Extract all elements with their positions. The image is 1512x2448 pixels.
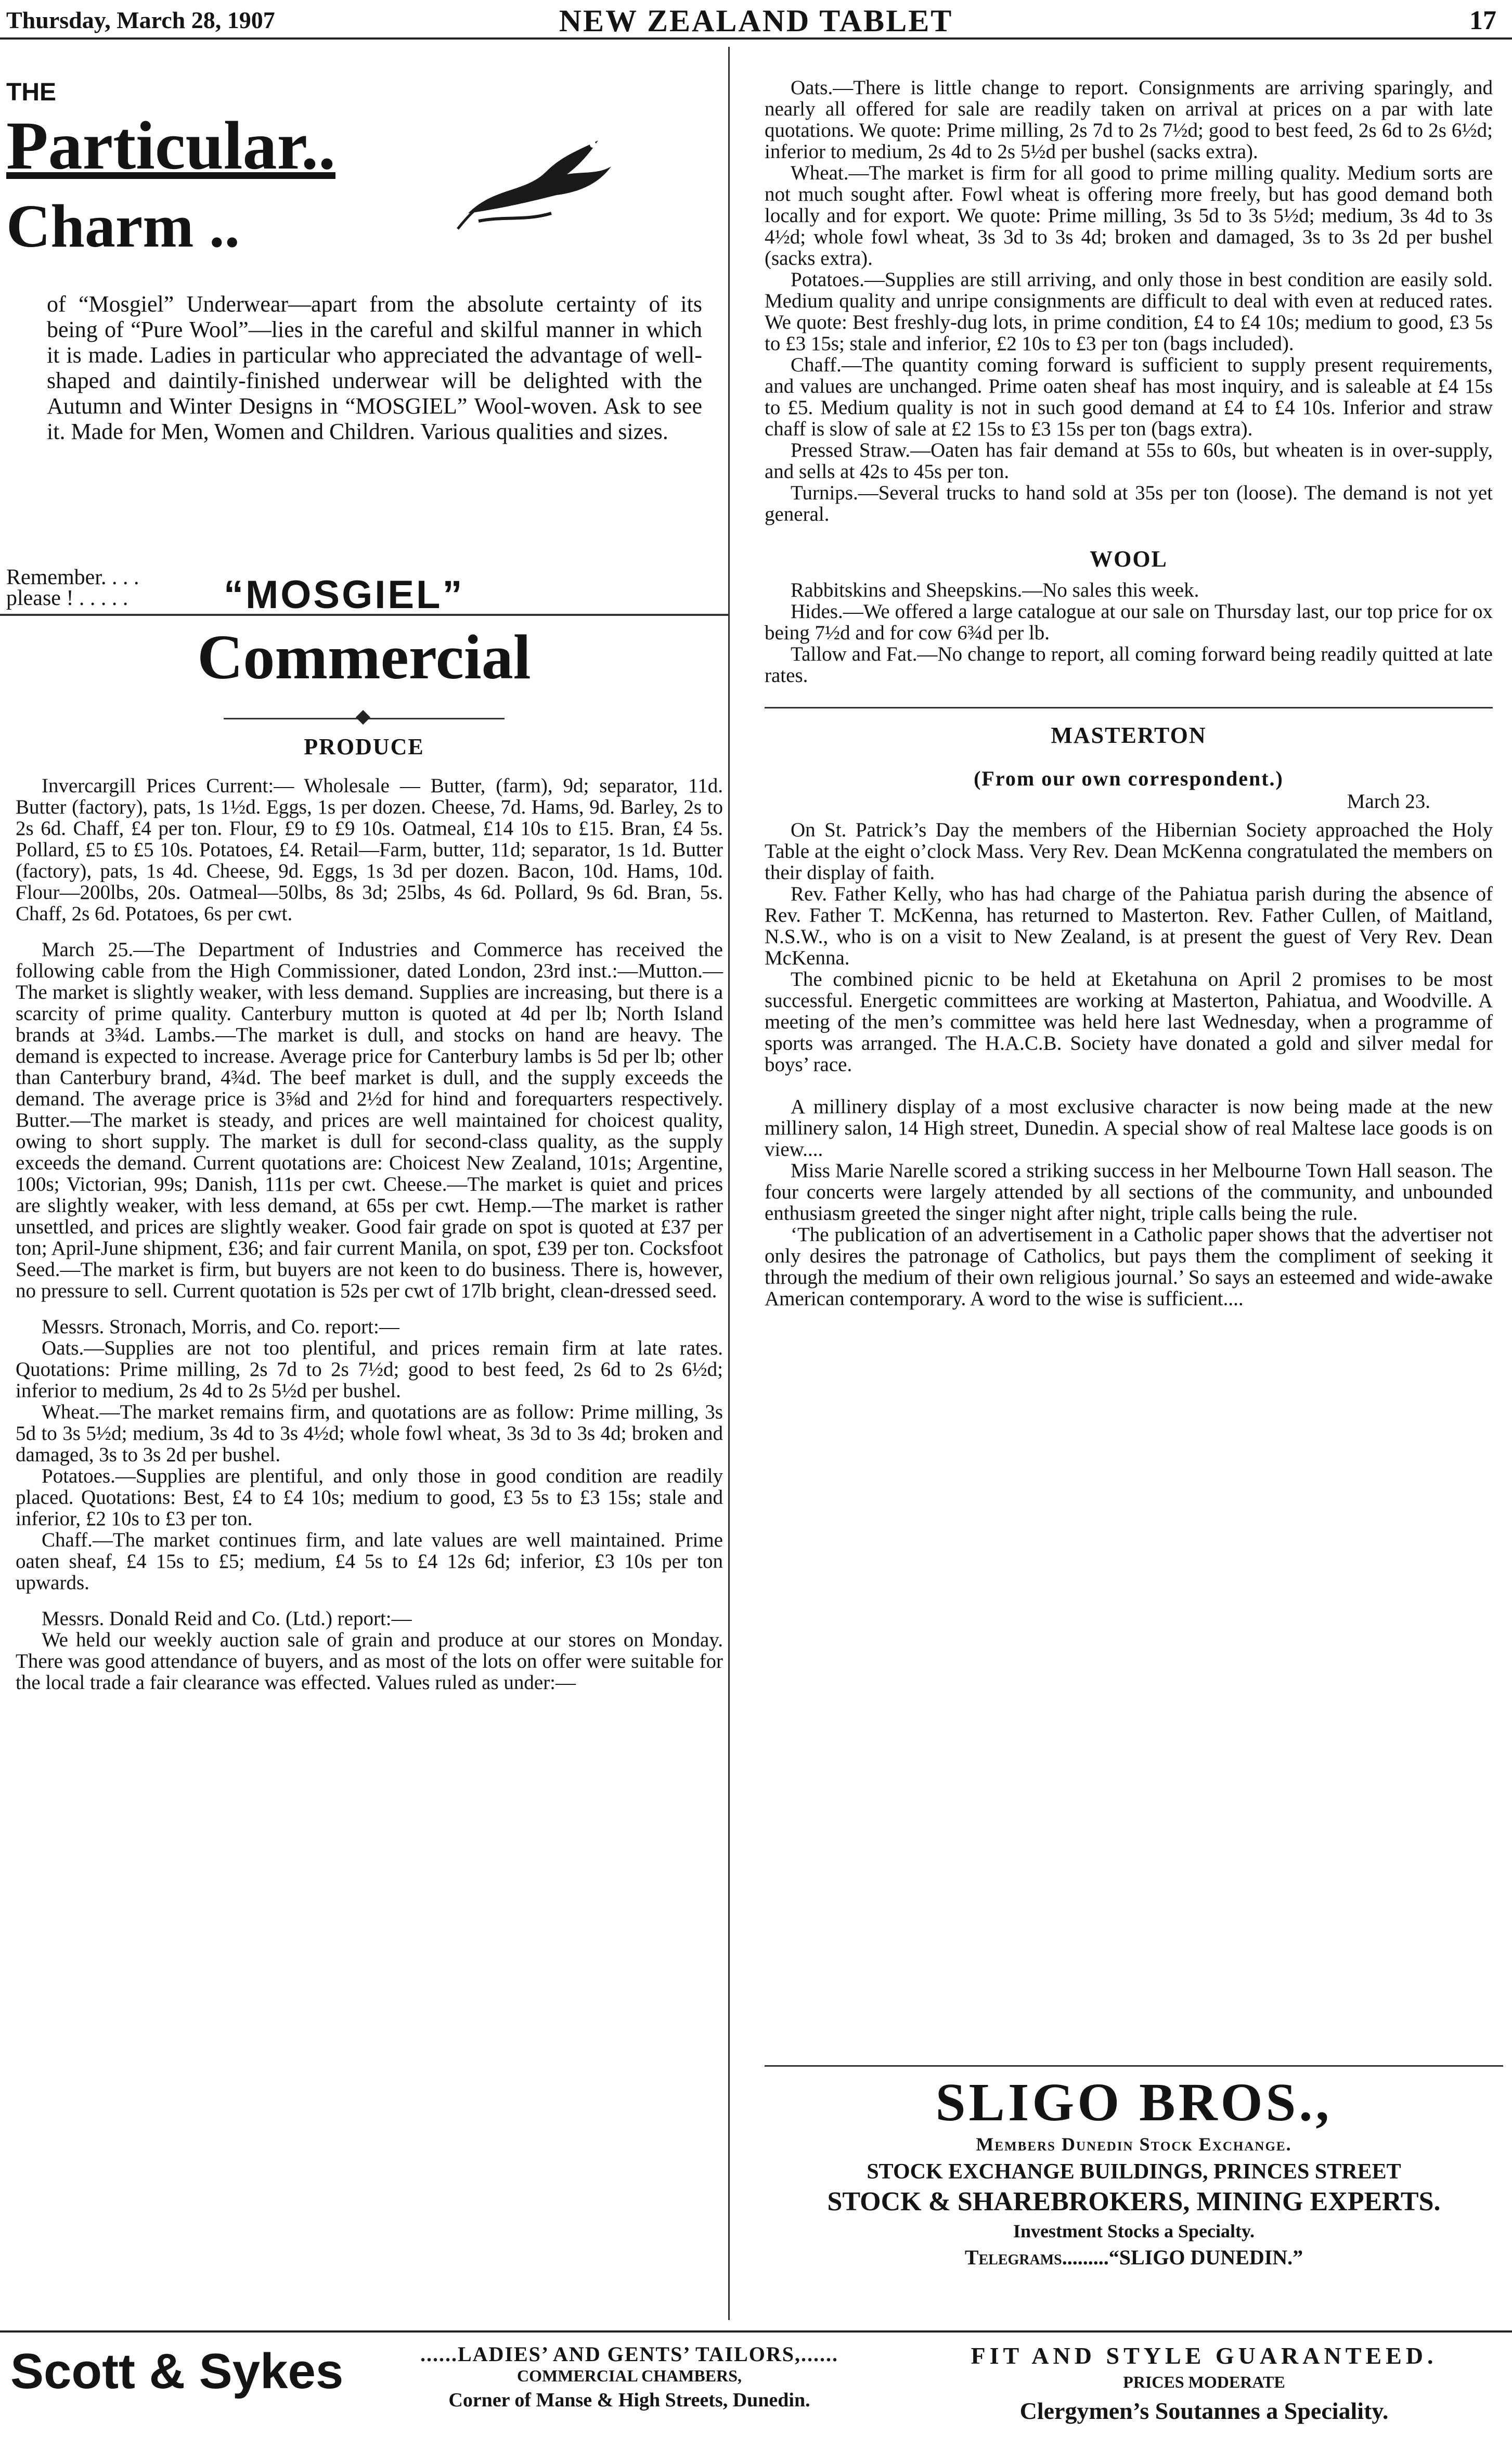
article-paragraph: Rabbitskins and Sheepskins.—No sales this week. <box>791 579 1199 601</box>
sligo-line-4: Investment Stocks a Specialty. <box>1013 2221 1255 2241</box>
scott-sykes-advertisement <box>0 2330 1512 2448</box>
commercial-section-header <box>0 614 728 704</box>
remember-line-1: Remember. . . . <box>6 565 139 589</box>
article-paragraph: Potatoes.—Supplies are still arriving, and only those in best condition are easily sold. Medium quality and unripe consignments are difficult to deal with even at reduced rates. We quote: Best freshly-dug lots, in prime condition, £4 to £4 10s; medium to good, £3 5s to £3 15s; stale and inferior, £2 10s to £3 per ton (bags included). <box>765 268 1493 355</box>
footer-right <box>905 2342 1503 2425</box>
ad-particular-heading: Particular.. <box>6 107 335 184</box>
left-column <box>0 47 730 2320</box>
page-header <box>0 0 1512 40</box>
masthead: NEW ZEALAND TABLET <box>559 4 953 38</box>
diamond-ornament-icon <box>356 710 370 725</box>
article-paragraph: Hides.—We offered a large catalogue at our sale on Thursday last, our top price for ox being 7½d and for cow 6¾d per lb. <box>765 600 1493 644</box>
footer-mid-line-2: COMMERCIAL CHAMBERS, <box>516 2366 742 2385</box>
ad-the: THE <box>6 79 56 106</box>
commercial-title: Commercial <box>197 622 531 692</box>
article-paragraph: We held our weekly auction sale of grain and produce at our stores on Monday. There was good attendance of buyers, and as most of the lots on offer were suitable for the local trade a fair clearance was effected. Values ruled as under:— <box>16 1629 723 1694</box>
right-column <box>765 47 1503 2320</box>
sligo-bros-advertisement <box>765 2065 1503 2311</box>
footer-right-line-2: PRICES MODERATE <box>1123 2373 1285 2391</box>
article-paragraph: March 25.—The Department of Industries and Commerce has received the following cable from the High Commissioner, dated London, 23rd inst.:—Mutton.—The market is slightly weaker, with less demand. Supplies are increasing, but there is a scarcity of prime quality. Canterbury mutton is quoted at 4d per lb; North Island brands at 3¾d. Lambs.—The market is dull, and stocks on hand are heavy. The demand is expected to increase. Average price for Canterbury lambs is 5d per lb; other than Canterbury brand, 4¾d. The beef market is dull, and the supply exceeds the demand. The average price is 3⅝d and 2½d for hind and forequarters respectively. Butter.—The market is steady, and prices are well maintained for choicest quality, owing to short supply. The market is dull for second-class quality, as the supply exceeds the demand. Current quotations are: Choicest New Zealand, 101s; Argentine, 100s; Victorian, 99s; Danish, 111s per cwt. Cheese.—The market is quiet and prices are slightly weaker, with less demand, at 65s per cwt. Hemp.—The market is rather unsettled, and prices are slightly weaker. Good fair grade on spot is quoted at £37 per ton; April-June shipment, £36; and fair current Manila, on spot, £39 per ton. Cocksfoot Seed.—The market is firm, but buyers are not keen to do business. There is, however, no pressure to sell. Current quotation is 52s per cwt of 17lb bright, clean-dressed seed. <box>16 938 723 1302</box>
masterton-date: March 23. <box>1347 790 1430 813</box>
page-number: 17 <box>1469 6 1496 35</box>
sligo-name: SLIGO BROS., <box>935 2072 1333 2132</box>
ad-body-text: of “Mosgiel” Underwear—apart from the absolute certainty of its being of “Pure Wool”—lies in the careful and skilful manner in which it is made. Ladies in particular who appreciated the advantage of well-shaped and daintily-finished underwear will be delighted with the Autumn and Winter Designs in “MOSGIEL” Wool-woven. Ask to see it. Made for Men, Women and Children. Various qualities and sizes. <box>47 291 702 444</box>
sligo-line-2: STOCK EXCHANGE BUILDINGS, PRINCES STREET <box>867 2160 1401 2184</box>
article-paragraph: Chaff.—The market continues firm, and late values are well maintained. Prime oaten sheaf, £4 15s to £5; medium, £4 5s to £4 12s 6d; inferior, £3 10s per ton upwards. <box>16 1529 723 1594</box>
article-paragraph: Messrs. Donald Reid and Co. (Ltd.) report:— <box>42 1607 412 1630</box>
remember-line-2: please ! . . . . . <box>6 586 128 610</box>
market-report <box>765 77 1493 1309</box>
masterton-heading: MASTERTON <box>1051 723 1207 748</box>
wool-heading: WOOL <box>1090 546 1168 572</box>
sligo-line-1: Members Dunedin Stock Exchange. <box>976 2134 1292 2155</box>
sligo-line-3: STOCK & SHAREBROKERS, MINING EXPERTS. <box>827 2187 1441 2217</box>
footer-right-line-1: FIT AND STYLE GUARANTEED. <box>971 2342 1438 2369</box>
commercial-articles <box>16 775 723 1693</box>
bird-ornament-icon <box>447 109 619 239</box>
article-paragraph: Miss Marie Narelle scored a striking success in her Melbourne Town Hall season. The four concerts were largely attended by all sections of the community, and unbounded enthusiasm greeted the singer night after night, triple calls being the rule. <box>765 1159 1493 1225</box>
article-paragraph: Chaff.—The quantity coming forward is sufficient to supply present requirements, and values are unchanged. Prime oaten sheaf has most inquiry, and is saleable at £4 15s to £5. Medium quality is not in such good demand at £4 to £4 10s. Inferior and straw chaff is slow of sale at £2 15s to £3 15s per ton (bags extra). <box>765 354 1493 440</box>
article-paragraph: Oats.—Supplies are not too plentiful, and prices remain firm at late rates. Quotations: Prime milling, 2s 7d to 2s 7½d; good to best feed, 2s 6d to 2s 6½d; inferior to medium, 2s 4d to 2s 5½d per bushel. <box>16 1337 723 1402</box>
footer-middle <box>395 2342 863 2412</box>
sligo-line-5: Telegrams.........“SLIGO DUNEDIN.” <box>964 2246 1303 2269</box>
article-paragraph: Turnips.—Several trucks to hand sold at 35s per ton (loose). The demand is not yet general. <box>765 482 1493 525</box>
footer-mid-line-3: Corner of Manse & High Streets, Dunedin. <box>448 2389 810 2411</box>
article-paragraph: ‘The publication of an advertisement in a Catholic paper shows that the advertiser not only desires the patronage of Catholics, but pays them the compliment of seeking it through the medium of their own religious journal.’ So says an esteemed and wide-awake American contemporary. A word to the wise is sufficient.... <box>765 1223 1493 1310</box>
footer-mid-line-1: ......LADIES’ AND GENTS’ TAILORS,...... <box>420 2342 839 2366</box>
article-paragraph: On St. Patrick’s Day the members of the Hibernian Society approached the Holy Table at the eight o’clock Mass. Very Rev. Dean McKenna congratulated the members on their display of faith. <box>765 819 1493 884</box>
footer-right-line-3: Clergymen’s Soutannes a Speciality. <box>1019 2398 1389 2424</box>
issue-date: Thursday, March 28, 1907 <box>6 7 275 33</box>
produce-heading: PRODUCE <box>304 734 424 759</box>
article-paragraph: Tallow and Fat.—No change to report, all coming forward being readily quitted at late rates. <box>765 643 1493 687</box>
article-paragraph: Messrs. Stronach, Morris, and Co. report:— <box>42 1316 399 1338</box>
masterton-subheading: (From our own correspondent.) <box>974 767 1284 790</box>
article-paragraph: Wheat.—The market is firm for all good to prime milling quality. Medium sorts are not much sought after. Fowl wheat is offering more freely, but has good demand both locally and for export. We quote: Prime milling, 3s 5d to 3s 5½d; medium, 3s 4d to 3s 4½d; whole fowl wheat, 3s 3d to 3s 4d; broken and damaged, 3s to 3s 2d per bushel (sacks extra). <box>765 162 1493 269</box>
article-paragraph: Wheat.—The market remains firm, and quotations are as follow: Prime milling, 3s 5d to 3s 5½d; medium, 3s 4d to 3s 4½d; whole fowl wheat, 3s 3d to 3s 4d; broken and damaged, 3s to 3s 2d per bushel. <box>16 1401 723 1466</box>
article-paragraph: A millinery display of a most exclusive character is now being made at the new millinery salon, 14 High street, Dunedin. A special show of real Maltese lace goods is on view.... <box>765 1096 1493 1161</box>
footer-brand: Scott & Sykes <box>10 2343 344 2399</box>
mosgiel-advertisement <box>0 47 728 617</box>
article-paragraph: Oats.—There is little change to report. Consignments are arriving sparingly, and nearly all offered for sale are readily taken on arrival at prices on a par with late quotations. We quote: Prime milling, 2s 7d to 2s 7½d; good to best feed, 2s 6d to 2s 6½d; inferior to medium, 2s 4d to 2s 5½d per bushel (sacks extra). <box>765 76 1493 163</box>
article-paragraph: Invercargill Prices Current:— Wholesale — Butter, (farm), 9d; separator, 11d. Butter (factory), pats, 1s 1½d. Eggs, 1s per dozen. Cheese, 7d. Hams, 9d. Barley, 2s to 2s 6d. Chaff, £4 per ton. Flour, £9 to £9 10s. Oatmeal, £14 10s to £15. Bran, £4 5s. Pollard, £5 to £5 10s. Potatoes, £4. Retail—Farm, butter, 11d; separator, 1s 1d. Butter (factory), pats, 1s 4d. Cheese, 9d. Eggs, 1s 3d per dozen. Bacon, 10d. Hams, 10d. Flour—200lbs, 20s. Oatmeal—50lbs, 8s 3d; 25lbs, 4s 6d. Pollard, 9s 6d. Bran, 5s. Chaff, 2s 6d. Potatoes, 6s per cwt. <box>16 775 723 925</box>
article-paragraph: Rev. Father Kelly, who has had charge of the Pahiatua parish during the absence of Rev. Father T. McKenna, has returned to Masterton. Rev. Father Cullen, of Maitland, N.S.W., who is on a visit to New Zealand, is at present the guest of Very Rev. Dean McKenna. <box>765 883 1493 969</box>
article-paragraph: Pressed Straw.—Oaten has fair demand at 55s to 60s, but wheaten is in over-supply, and sells at 42s to 45s per ton. <box>765 439 1493 483</box>
ad-brand-name: “MOSGIEL” <box>224 573 464 617</box>
article-paragraph: Potatoes.—Supplies are plentiful, and only those in good condition are readily placed. Quotations: Best, £4 to £4 10s; medium to good, £3 5s to £3 15s; stale and inferior, £2 10s to £3 per ton. <box>16 1465 723 1530</box>
article-paragraph: The combined picnic to be held at Eketahuna on April 2 promises to be most successful. Energetic committees are working at Masterton, Pahiatua, and Woodville. A meeting of the men’s committee was held here last Wednesday, when a programme of sports was arranged. The H.A.C.B. Society have donated a gold and silver medal for boys’ race. <box>765 968 1493 1076</box>
ad-charm-heading: Charm .. <box>6 192 240 260</box>
ad-remember <box>6 567 139 609</box>
